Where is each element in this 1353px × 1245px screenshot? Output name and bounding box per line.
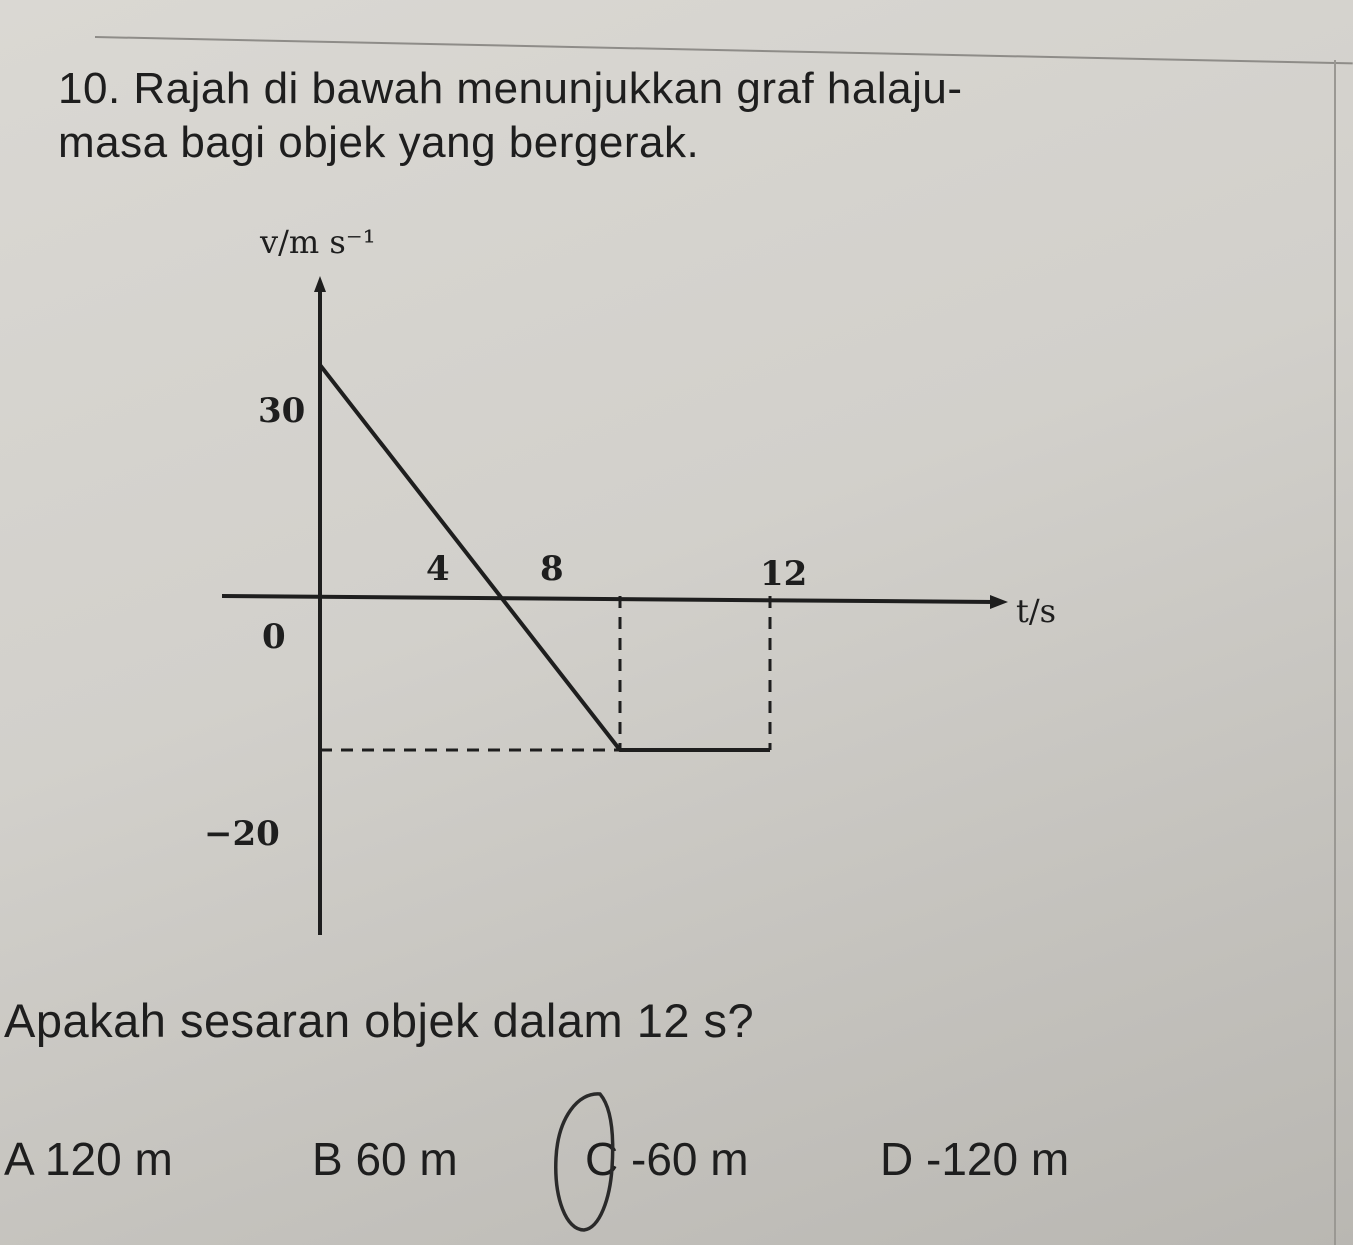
y-tick-label: 30 — [258, 391, 306, 431]
question-prompt: Apakah sesaran objek dalam 12 s? — [4, 994, 755, 1047]
option-d[interactable]: D -120 m — [880, 1133, 1070, 1185]
x-tick-label: 4 — [426, 549, 450, 589]
chart-axes — [222, 276, 1008, 935]
chart-guides — [320, 596, 770, 750]
y-axis-arrow — [314, 276, 326, 292]
y-axis-label: v/m s⁻¹ — [260, 223, 376, 261]
handwritten-circle-mark — [548, 1088, 628, 1238]
y-tick-label: 0 — [262, 617, 286, 657]
x-tick-label: 12 — [760, 554, 808, 594]
question-line-1: 10. Rajah di bawah menunjukkan graf halaju- — [58, 64, 963, 113]
option-b[interactable]: B 60 m — [312, 1133, 458, 1185]
x-axis-arrow — [990, 595, 1008, 609]
question-line-2: masa bagi objek yang bergerak. — [58, 118, 700, 167]
chart-labels — [204, 223, 1056, 854]
option-a[interactable]: A 120 m — [4, 1133, 173, 1185]
option-c[interactable]: C -60 m — [585, 1133, 749, 1185]
x-axis-label: t/s — [1016, 592, 1057, 630]
y-tick-label: −20 — [204, 814, 280, 854]
x-axis-line — [222, 596, 995, 602]
x-tick-label: 8 — [540, 549, 564, 589]
